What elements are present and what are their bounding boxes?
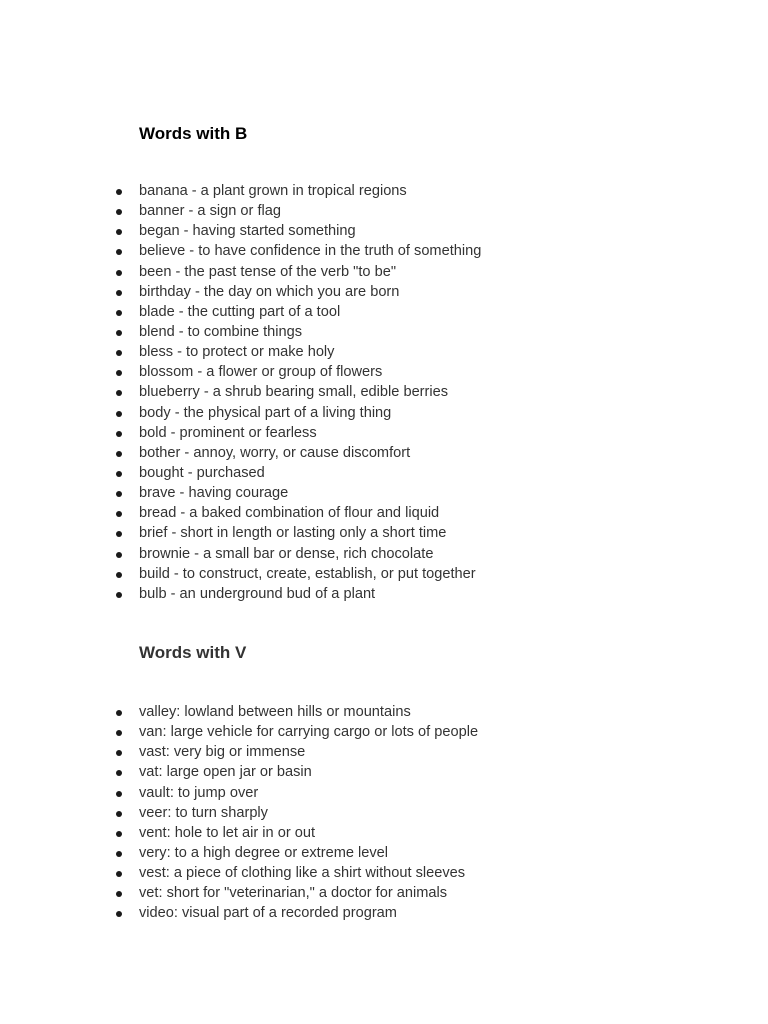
list-item <box>112 403 481 423</box>
list-item <box>112 463 481 483</box>
list-item <box>112 883 478 903</box>
list-item-text: vet: short for "veterinarian," a doctor for animals <box>139 885 448 902</box>
list-item <box>112 362 481 382</box>
list-item <box>112 483 481 503</box>
list-item <box>112 803 478 823</box>
list-item-text: video: visual part of a recorded program <box>139 905 397 922</box>
list-item <box>112 241 481 261</box>
list-item <box>112 503 481 523</box>
list-item <box>112 221 481 241</box>
bullet-icon <box>116 592 122 598</box>
bullet-icon <box>116 229 122 235</box>
bullet-icon <box>116 770 122 776</box>
bullet-icon <box>116 330 122 336</box>
list-item <box>112 443 481 463</box>
word-list-v <box>112 702 478 924</box>
bullet-icon <box>116 431 122 437</box>
bullet-icon <box>116 791 122 797</box>
list-item-text: bought - purchased <box>139 464 265 481</box>
word-list-b <box>112 181 481 604</box>
list-item-text: banner - a sign or flag <box>139 203 281 220</box>
list-item-text: build - to construct, create, establish, or put together <box>139 565 476 582</box>
list-item-text: van: large vehicle for carrying cargo or lots of people <box>139 724 479 741</box>
bullet-icon <box>116 310 122 316</box>
bullet-icon <box>116 350 122 356</box>
list-item <box>112 262 481 282</box>
list-item-text: vent: hole to let air in or out <box>139 824 316 841</box>
list-item <box>112 382 481 402</box>
list-item-text: brave - having courage <box>139 485 289 502</box>
section-heading-b: Words with B <box>139 124 248 143</box>
list-item <box>112 702 478 722</box>
list-item-text: bread - a baked combination of flour and liquid <box>139 505 440 522</box>
list-item <box>112 783 478 803</box>
list-item <box>112 322 481 342</box>
list-item-text: blend - to combine things <box>139 323 303 340</box>
list-item-text: veer: to turn sharply <box>139 804 268 821</box>
list-item <box>112 903 478 923</box>
list-item <box>112 722 478 742</box>
list-item <box>112 564 481 584</box>
list-item <box>112 544 481 564</box>
list-item-text: bold - prominent or fearless <box>139 424 317 441</box>
bullet-icon <box>116 831 122 837</box>
bullet-icon <box>116 209 122 215</box>
list-item <box>112 423 481 443</box>
list-item <box>112 843 478 863</box>
list-item <box>112 863 478 883</box>
list-item-text: body - the physical part of a living thing <box>139 404 392 421</box>
list-item <box>112 762 478 782</box>
list-item-text: bless - to protect or make holy <box>139 344 335 361</box>
bullet-icon <box>116 270 122 276</box>
list-item-text: vault: to jump over <box>139 784 259 801</box>
bullet-icon <box>116 290 122 296</box>
list-item <box>112 302 481 322</box>
list-item <box>112 201 481 221</box>
list-item-text: vest: a piece of clothing like a shirt without sleeves <box>139 865 466 882</box>
bullet-icon <box>116 552 122 558</box>
bullet-icon <box>116 572 122 578</box>
bullet-icon <box>116 249 122 255</box>
bullet-icon <box>116 811 122 817</box>
list-item-text: blueberry - a shrub bearing small, edible berries <box>139 384 449 401</box>
list-item-text: brief - short in length or lasting only a short time <box>139 525 447 542</box>
list-item <box>112 523 481 543</box>
list-item <box>112 742 478 762</box>
bullet-icon <box>116 531 122 537</box>
list-item-text: bother - annoy, worry, or cause discomfort <box>139 444 411 461</box>
list-item <box>112 342 481 362</box>
list-item-text: blossom - a flower or group of flowers <box>139 364 383 381</box>
list-item <box>112 181 481 201</box>
bullet-icon <box>116 411 122 417</box>
list-item-text: vat: large open jar or basin <box>139 764 312 781</box>
bullet-icon <box>116 471 122 477</box>
list-item-text: been - the past tense of the verb "to be" <box>139 263 397 280</box>
bullet-icon <box>116 491 122 497</box>
list-item <box>112 823 478 843</box>
list-item-text: very: to a high degree or extreme level <box>139 844 389 861</box>
list-item-text: believe - to have confidence in the truth of something <box>139 243 482 260</box>
list-item-text: began - having started something <box>139 223 356 240</box>
bullet-icon <box>116 710 122 716</box>
list-item-text: bulb - an underground bud of a plant <box>139 585 376 602</box>
list-item-text: birthday - the day on which you are born <box>139 283 400 300</box>
bullet-icon <box>116 370 122 376</box>
list-item-text: banana - a plant grown in tropical regions <box>139 183 407 199</box>
bullet-icon <box>116 911 122 917</box>
bullet-icon <box>116 390 122 396</box>
list-item <box>112 584 481 604</box>
list-item-text: vast: very big or immense <box>139 744 306 761</box>
list-item <box>112 282 481 302</box>
bullet-icon <box>116 189 122 195</box>
bullet-icon <box>116 851 122 857</box>
bullet-icon <box>116 451 122 457</box>
bullet-icon <box>116 750 122 756</box>
bullet-icon <box>116 730 122 736</box>
bullet-icon <box>116 511 122 517</box>
section-heading-v: Words with V <box>139 643 247 662</box>
list-item-text: brownie - a small bar or dense, rich chocolate <box>139 545 434 562</box>
list-item-text: valley: lowland between hills or mountains <box>139 704 411 720</box>
bullet-icon <box>116 871 122 877</box>
list-item-text: blade - the cutting part of a tool <box>139 303 341 320</box>
bullet-icon <box>116 891 122 897</box>
